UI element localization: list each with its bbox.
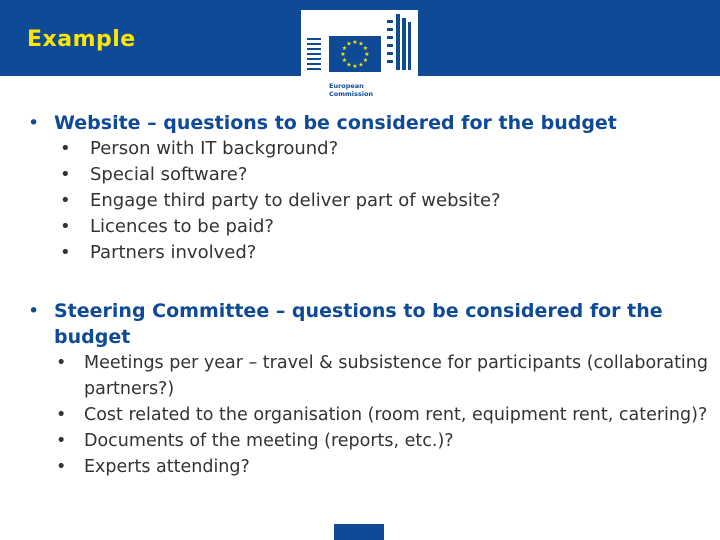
section-heading-text: Website – questions to be considered for the budget [54,112,617,134]
website-questions-list [28,136,708,266]
steering-committee-questions-list [28,350,708,480]
bullet-icon: • [28,300,40,322]
footer-accent-bar [334,524,384,540]
bullet-icon: • [60,164,71,185]
svg-text:★: ★ [346,40,352,48]
slide-body [28,110,708,480]
bullet-icon: • [56,405,67,425]
svg-text:★: ★ [341,57,348,64]
svg-text:★: ★ [358,61,364,69]
bullet-icon: • [60,242,71,263]
svg-text:★: ★ [352,39,358,46]
svg-text:★: ★ [362,45,369,52]
bullet-icon: • [56,457,67,477]
section-heading-website [28,110,708,136]
bullet-icon: • [28,112,40,134]
svg-text:★: ★ [364,51,370,58]
svg-text:★: ★ [340,51,346,58]
bullet-icon: • [60,190,71,211]
logo-line-2: Commission [329,90,374,98]
svg-text:★: ★ [358,40,364,48]
slide-title: Example [27,27,136,52]
list-item: • Experts attending? [28,454,708,480]
svg-text:★: ★ [346,61,352,69]
logo-line-1: European [329,82,364,90]
list-item: • Meetings per year – travel & subsistence for participants (collaborating partners?) [28,350,708,402]
bullet-icon: • [56,431,67,451]
list-item: • Documents of the meeting (reports, etc.)? [28,428,708,454]
bullet-icon: • [60,138,71,159]
list-item: • Person with IT background? [28,136,708,162]
svg-text:★: ★ [362,57,369,64]
section-heading-text: Steering Committee – questions to be considered for the budget [54,300,663,348]
bullet-icon: • [56,353,67,373]
section-heading-steering-committee [28,298,708,350]
bullet-icon: • [60,216,71,237]
list-item: • Partners involved? [28,240,708,266]
list-item: • Engage third party to deliver part of website? [28,188,708,214]
european-commission-logo [301,10,418,102]
list-item: • Licences to be paid? [28,214,708,240]
list-item: • Special software? [28,162,708,188]
svg-text:★: ★ [341,45,348,52]
list-item: • Cost related to the organisation (room rent, equipment rent, catering)? [28,402,708,428]
logo-wordmark [329,82,373,98]
svg-text:★: ★ [352,63,358,70]
